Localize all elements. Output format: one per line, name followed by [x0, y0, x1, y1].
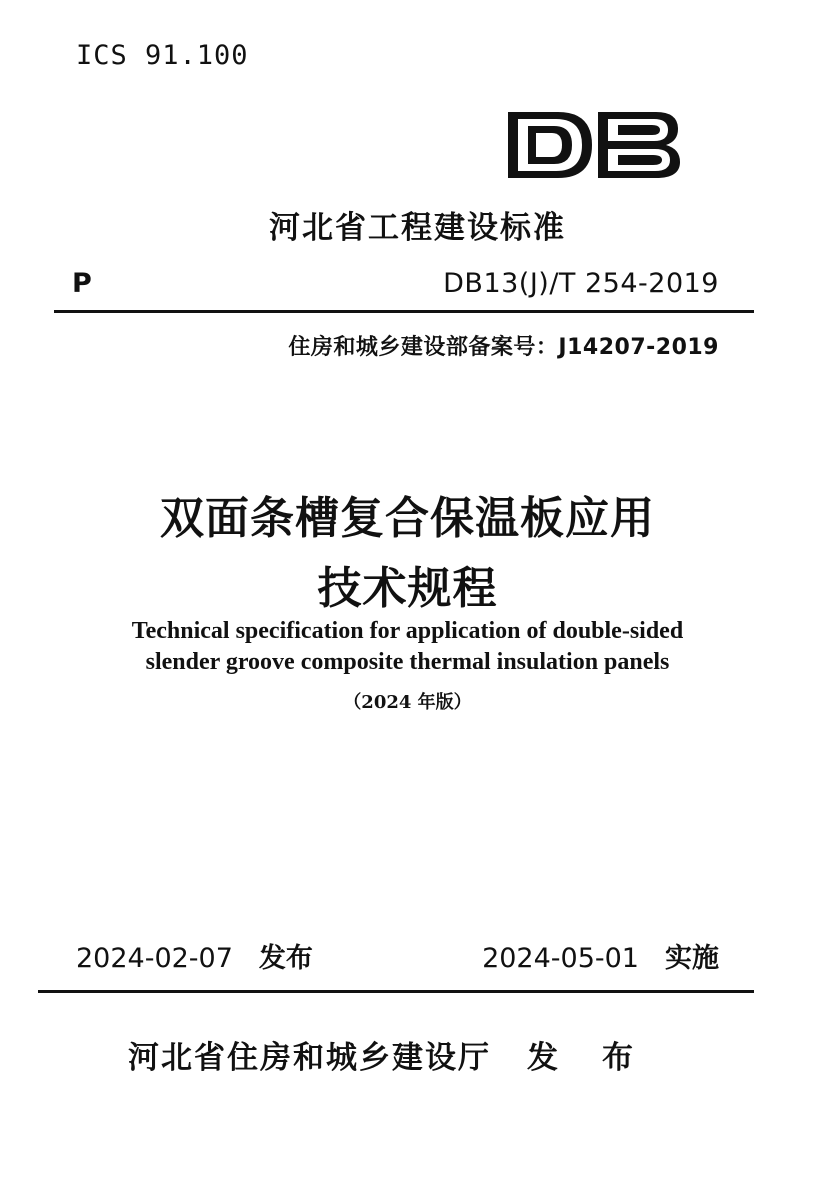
record-number: 住房和城乡建设部备案号：J14207-2019	[288, 335, 719, 360]
implement-date: 2024-05-01	[482, 943, 639, 974]
publisher: 河北省住房和城乡建设厅	[128, 1040, 491, 1076]
standard-series: 河北省工程建设标准	[269, 210, 566, 246]
edition: （2024 年版）	[343, 692, 472, 713]
bottom-divider	[38, 990, 754, 993]
classification-code: P	[72, 268, 92, 299]
ics-code: ICS 91.100	[76, 40, 249, 71]
implement-date-block	[482, 936, 719, 975]
title-en-line1: Technical specification for application of double-sided	[131, 618, 684, 644]
issue-date-block	[76, 936, 313, 975]
standard-number: DB13(J)/T 254-2019	[443, 268, 719, 299]
db-logo-icon	[506, 110, 682, 180]
issue-date: 2024-02-07	[76, 943, 233, 974]
title-zh-line2: 技术规程	[317, 563, 498, 614]
issue-label: 发布	[258, 943, 313, 974]
implement-label: 实施	[665, 943, 719, 974]
publish-label: 发布	[527, 1040, 677, 1076]
publisher-block	[128, 1032, 677, 1077]
top-divider	[54, 310, 754, 313]
title-zh-line1: 双面条槽复合保温板应用	[160, 493, 655, 544]
title-en-line2: slender groove composite thermal insulation panels	[145, 649, 670, 675]
